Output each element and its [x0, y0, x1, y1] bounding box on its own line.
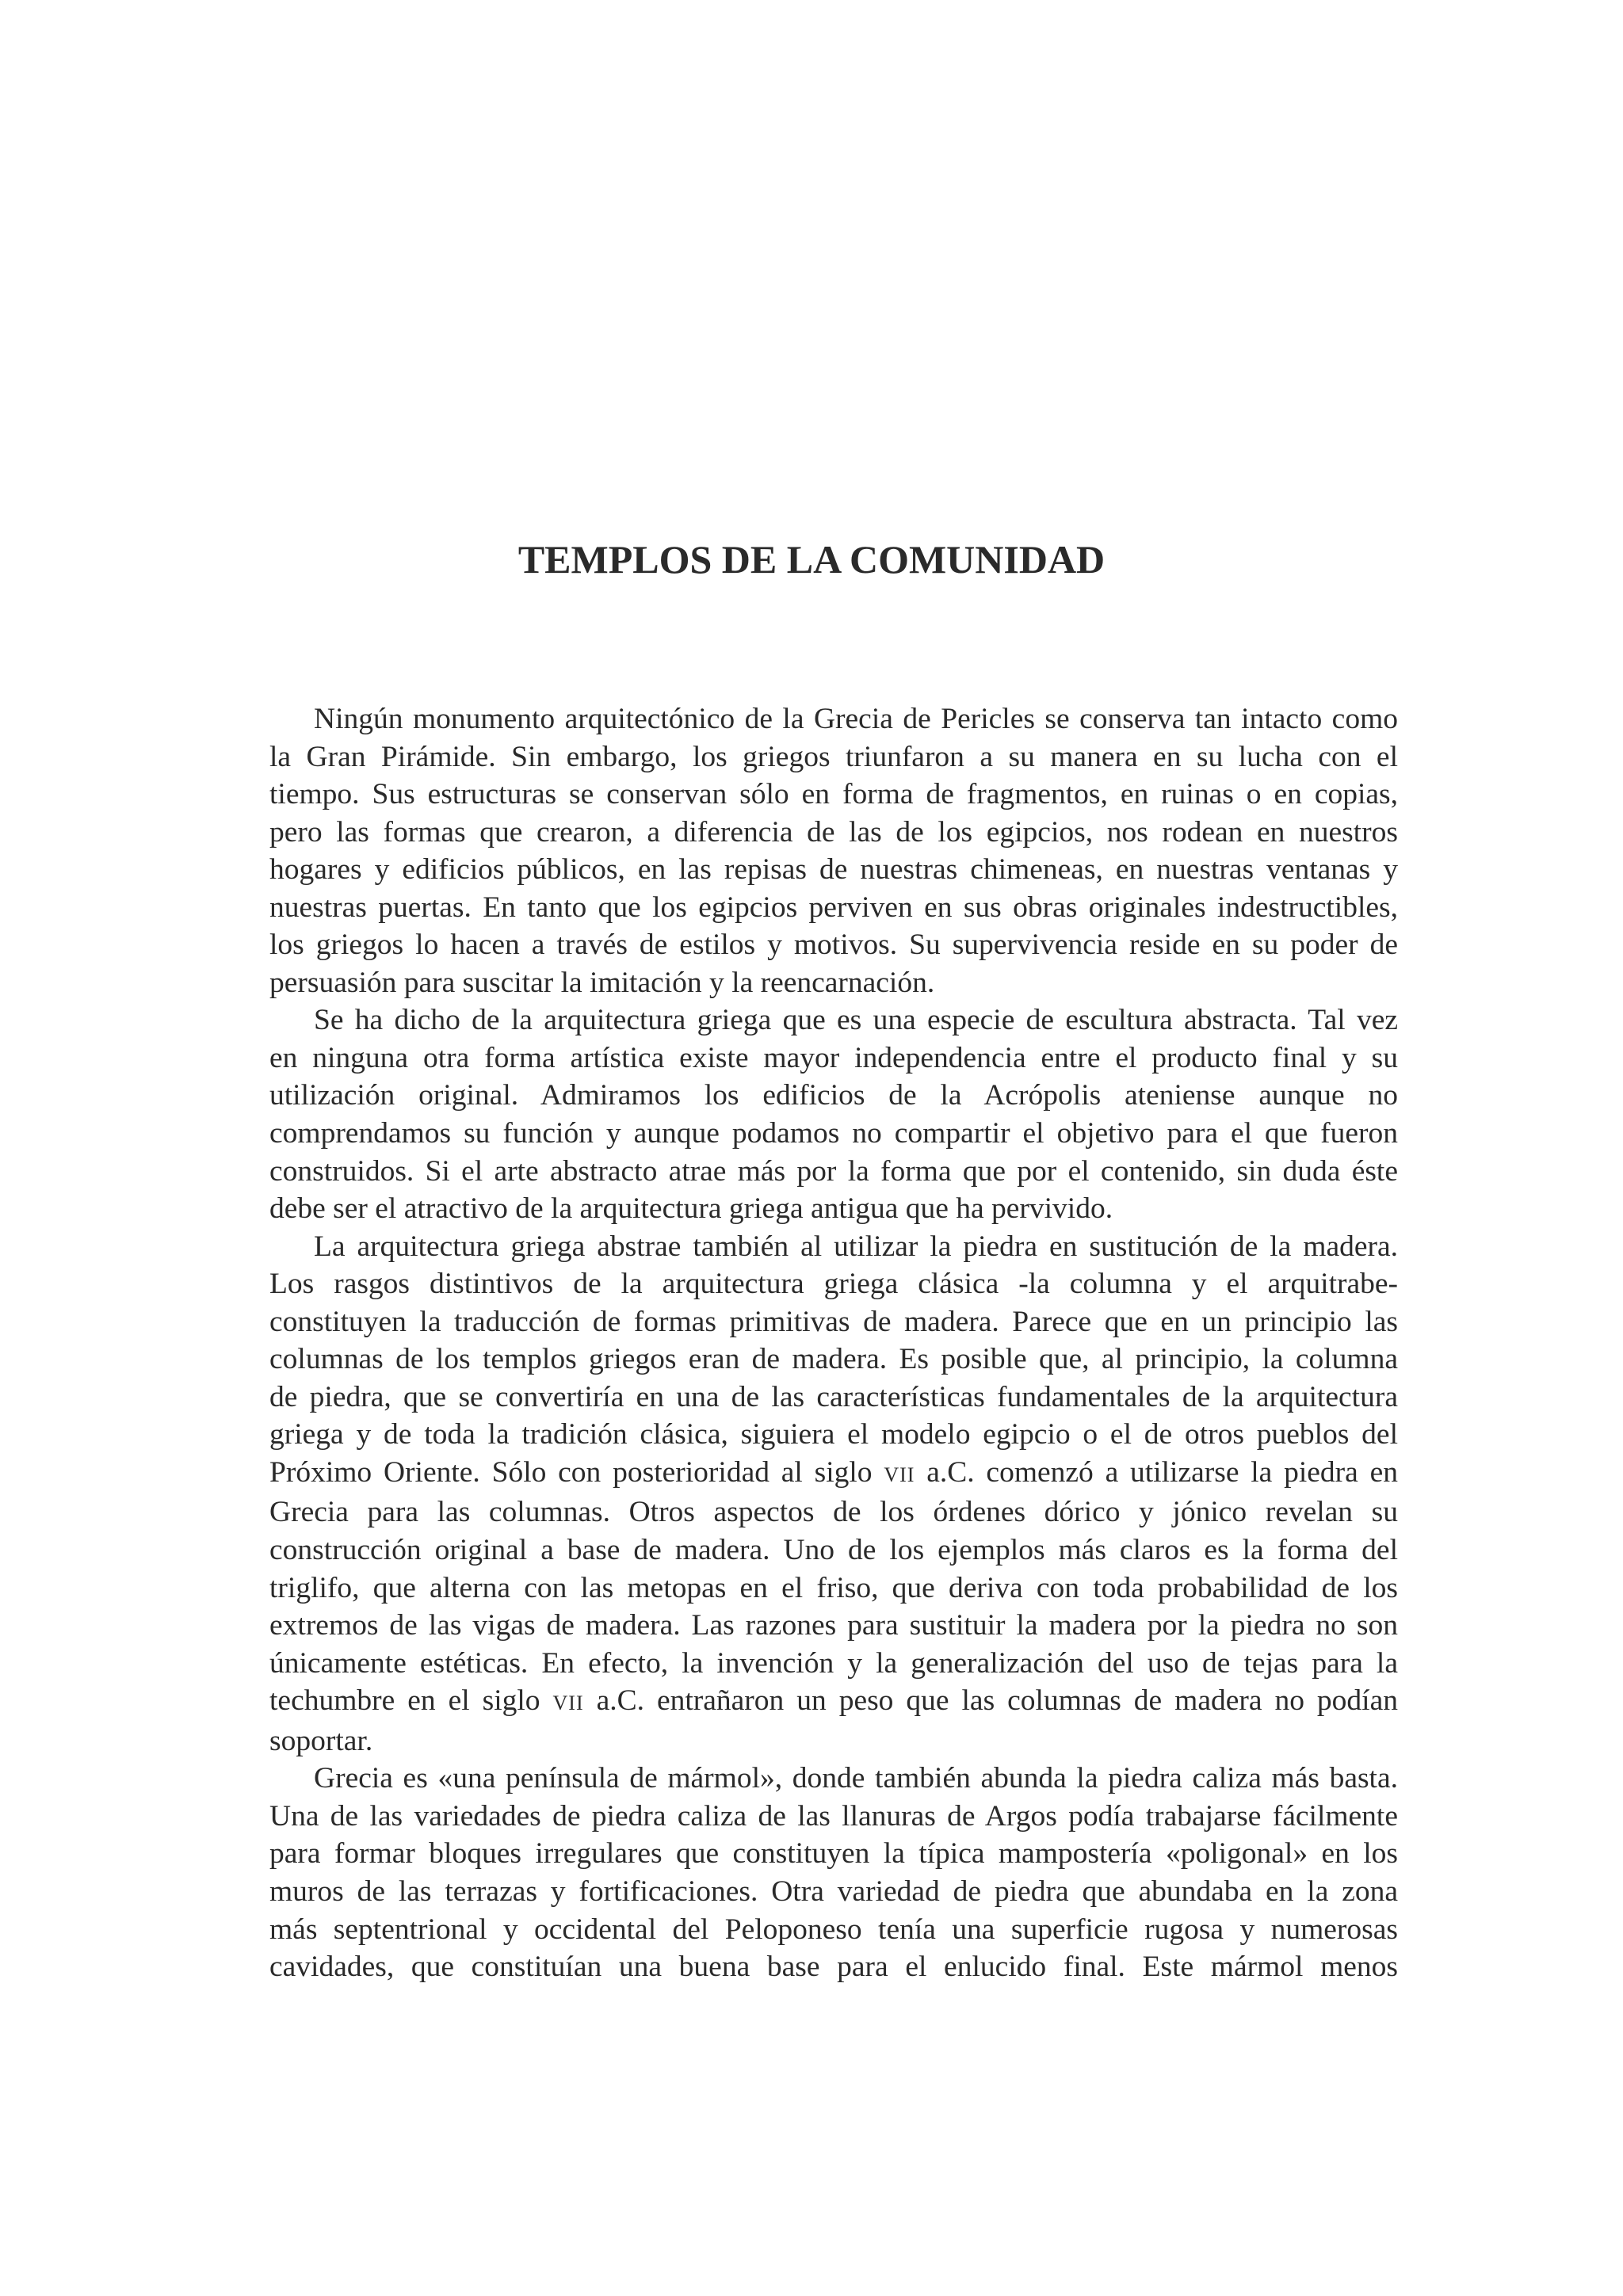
text-line: pero las formas que crearon, a diferencia de las de los egipcios, nos rodean en nuestros [269, 815, 1398, 849]
text-line: extremos de las vigas de madera. Las razones para sustituir la madera por la piedra no son [269, 1609, 1398, 1642]
text-line: techumbre en el siglo VII a.C. entrañaron un peso que las columnas de madera no podían [269, 1684, 1398, 1718]
chapter-title: TEMPLOS DE LA COMUNIDAD [517, 537, 1106, 582]
body-text [225, 700, 1398, 1986]
paragraph [225, 1228, 1398, 1760]
text-line: Se ha dicho de la arquitectura griega que es una especie de escultura abstracta. Tal vez [314, 1004, 1398, 1037]
text-line: constituyen la traducción de formas primitivas de madera. Parece que en un principio las [269, 1305, 1398, 1338]
text-line: construcción original a base de madera. Uno de los ejemplos más claros es la forma del [269, 1534, 1398, 1567]
text-line: Grecia para las columnas. Otros aspectos de los órdenes dórico y jónico revelan su [269, 1496, 1398, 1529]
text-line: los griegos lo hacen a través de estilos y motivos. Su supervivencia reside en su poder de [269, 929, 1398, 962]
text-line: Los rasgos distintivos de la arquitectura griega clásica -la columna y el arquitrabe- [269, 1268, 1398, 1301]
text-line: columnas de los templos griegos eran de madera. Es posible que, al principio, la columna [269, 1343, 1398, 1376]
text-line: para formar bloques irregulares que constituyen la típica mampostería «poligonal» en los [269, 1837, 1398, 1871]
text-line: soportar. [269, 1724, 373, 1757]
text-line: construidos. Si el arte abstracto atrae más por la forma que por el contenido, sin duda éste [269, 1154, 1398, 1188]
text-line: Grecia es «una península de mármol», donde también abunda la piedra caliza más basta. [314, 1762, 1398, 1795]
text-line: persuasión para suscitar la imitación y la reencarnación. [269, 966, 935, 999]
text-line: La arquitectura griega abstrae también al utilizar la piedra en sustitución de la madera. [314, 1230, 1398, 1263]
text-line: la Gran Pirámide. Sin embargo, los griegos triunfaron a su manera en su lucha con el [269, 740, 1398, 773]
paragraph [225, 1001, 1398, 1227]
text-line: en ninguna otra forma artística existe mayor independencia entre el producto final y su [269, 1041, 1398, 1074]
text-line: triglifo, que alterna con las metopas en el friso, que deriva con toda probabilidad de los [269, 1571, 1398, 1604]
text-line: cavidades, que constituían una buena base para el enlucido final. Este mármol menos [269, 1951, 1398, 1984]
text-line: debe ser el atractivo de la arquitectura griega antigua que ha pervivido. [269, 1192, 1113, 1226]
text-line: griega y de toda la tradición clásica, siguiera el modelo egipcio o el de otros pueblos del [269, 1418, 1398, 1451]
text-line: de piedra, que se convertiría en una de las características fundamentales de la arquitectura [269, 1380, 1398, 1413]
text-line: hogares y edificios públicos, en las repisas de nuestras chimeneas, en nuestras ventanas y [269, 853, 1398, 887]
text-line: Próximo Oriente. Sólo con posterioridad al siglo VII a.C. comenzó a utilizarse la piedra en [269, 1455, 1398, 1489]
text-line: Una de las variedades de piedra caliza de las llanuras de Argos podía trabajarse fácilmente [269, 1799, 1398, 1833]
text-line: nuestras puertas. En tanto que los egipcios perviven en sus obras originales indestructibles, [269, 891, 1398, 924]
text-line: más septentrional y occidental del Peloponeso tenía una superficie rugosa y numerosas [269, 1913, 1398, 1946]
text-line: únicamente estéticas. En efecto, la invención y la generalización del uso de tejas para la [269, 1646, 1398, 1680]
text-line: utilización original. Admiramos los edificios de la Acrópolis ateniense aunque no [269, 1079, 1398, 1112]
paragraph [225, 700, 1398, 1001]
text-line: tiempo. Sus estructuras se conservan sólo en forma de fragmentos, en ruinas o en copias, [269, 778, 1398, 811]
paragraph [225, 1760, 1398, 1985]
text-line: Ningún monumento arquitectónico de la Grecia de Pericles se conserva tan intacto como [314, 703, 1398, 735]
text-line: comprendamos su función y aunque podamos no compartir el objetivo para el que fueron [269, 1117, 1398, 1150]
text-line: muros de las terrazas y fortificaciones. Otra variedad de piedra que abundaba en la zona [269, 1875, 1398, 1908]
